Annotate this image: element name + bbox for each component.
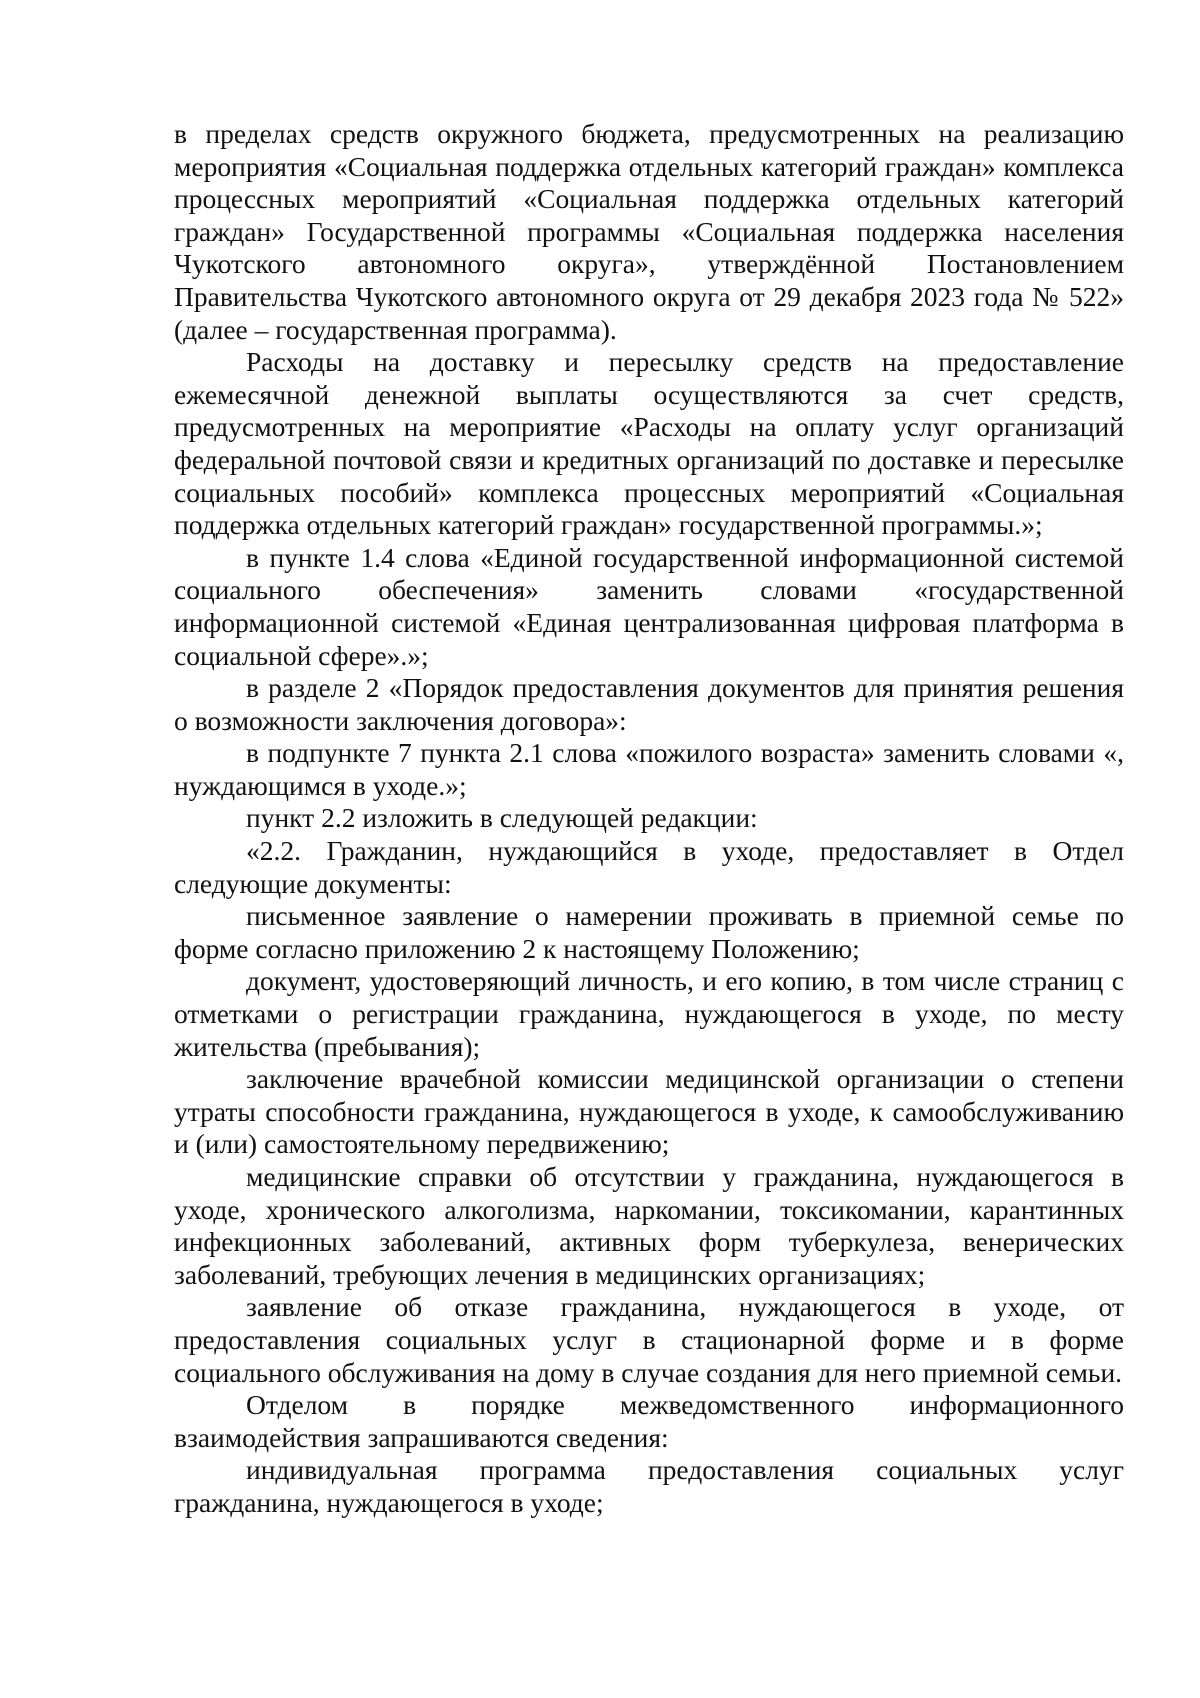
paragraph-section-2: в разделе 2 «Порядок предоставления документов для принятия решения о возможности заключения договора»:: [174, 672, 1124, 736]
list-item-identity-document: документ, удостоверяющий личность, и его копию, в том числе страниц с отметками о регистрации гражданина, нуждающегося в уходе, по месту жительства (пребывания);: [174, 965, 1124, 1062]
list-item-medical-certificates: медицинские справки об отсутствии у гражданина, нуждающегося в уходе, хронического алкоголизма, наркомании, токсикомании, карантинных инфекционных заболеваний, активных форм туберкулеза, венерических заболеваний, требующих лечения в медицинских организациях;: [174, 1161, 1124, 1290]
paragraph-clause-1-4: в пункте 1.4 слова «Единой государственной информационной системой социального обеспечения» заменить словами «государственной информационной системой «Единая централизованная цифровая платформа в социальной сфере».»;: [174, 541, 1124, 671]
paragraph-clause-2-2: «2.2. Гражданин, нуждающийся в уходе, предоставляет в Отдел следующие документы:: [174, 835, 1124, 899]
list-item-application: письменное заявление о намерении проживать в приемной семье по форме согласно приложению 2 к настоящему Положению;: [174, 900, 1124, 964]
list-item-refusal-statement: заявление об отказе гражданина, нуждающегося в уходе, от предоставления социальных услуг в стационарной форме и в форме социального обслуживания на дому в случае создания для него приемной семьи.: [174, 1291, 1124, 1388]
list-item-individual-program: индивидуальная программа предоставления социальных услуг гражданина, нуждающегося в уходе;: [174, 1454, 1124, 1518]
paragraph-budget-source: в пределах средств окружного бюджета, предусмотренных на реализацию мероприятия «Социальная поддержка отдельных категорий граждан» комплекса процессных мероприятий «Социальная поддержка отдельных категорий граждан» Государственной программы «Социальная поддержка населения Чукотского автономного округа», утверждённой Постановлением Правительства Чукотского автономного округа от 29 декабря 2023 года № 522» (далее – государственная программа).: [174, 118, 1124, 345]
document-body: [174, 118, 1124, 1520]
list-item-medical-commission: заключение врачебной комиссии медицинской организации о степени утраты способности гражданина, нуждающегося в уходе, к самообслуживанию и (или) самостоятельному передвижению;: [174, 1063, 1124, 1160]
paragraph-delivery-expenses: Расходы на доставку и пересылку средств на предоставление ежемесячной денежной выплаты осуществляются за счет средств, предусмотренных на мероприятие «Расходы на оплату услуг организаций федеральной почтовой связи и кредитных организаций по доставке и пересылке социальных пособий» комплекса процессных мероприятий «Социальная поддержка отдельных категорий граждан» государственной программы.»;: [174, 346, 1124, 541]
paragraph-interagency-request: Отделом в порядке межведомственного информационного взаимодействия запрашиваются сведения:: [174, 1389, 1124, 1453]
paragraph-clause-2-2-intro: пункт 2.2 изложить в следующей редакции:: [246, 802, 758, 834]
paragraph-subclause-7: в подпункте 7 пункта 2.1 слова «пожилого возраста» заменить словами «, нуждающимся в уходе.»;: [174, 737, 1124, 801]
